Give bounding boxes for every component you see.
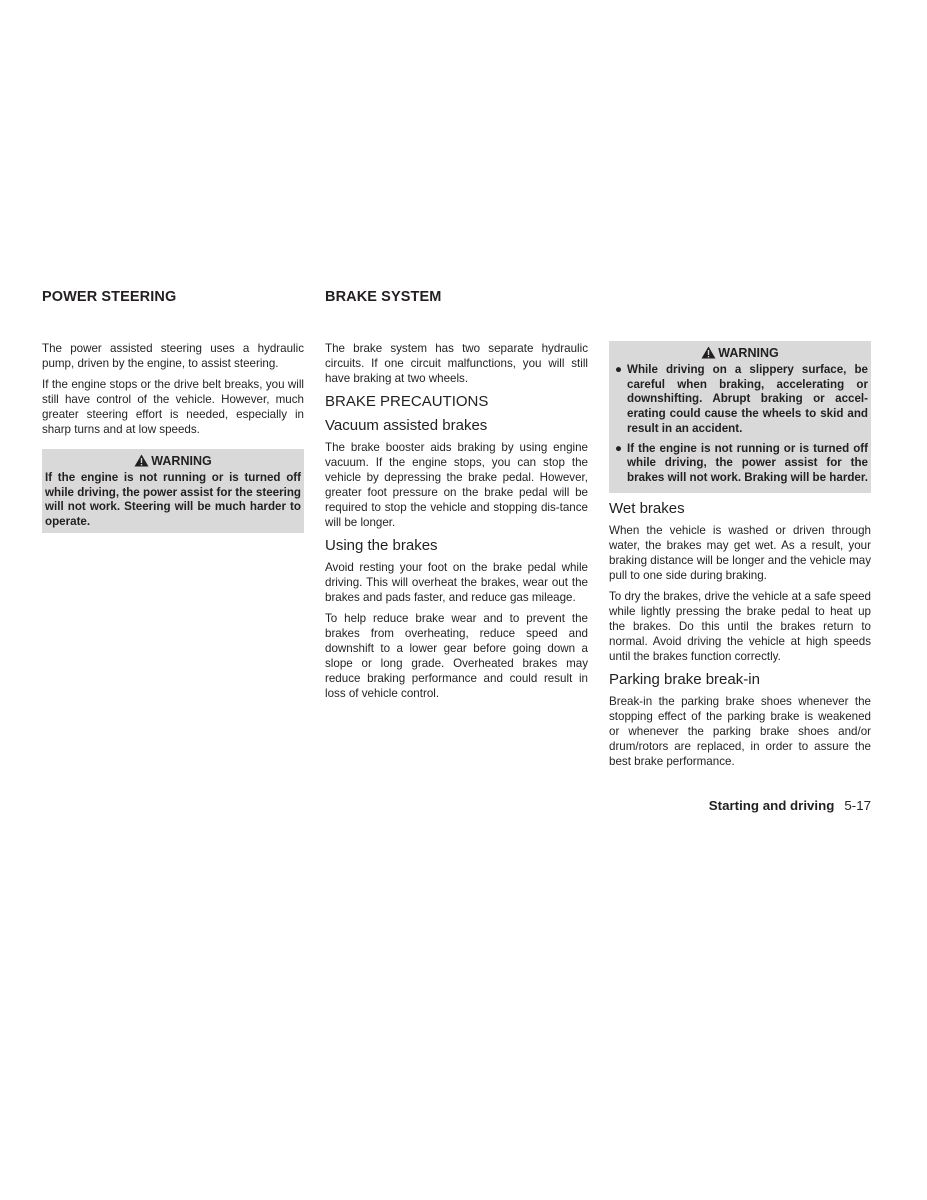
power-steering-warning-box [42, 449, 304, 533]
bullet-dot-icon: ● [615, 363, 623, 376]
warning-heading: WARNING [718, 346, 779, 360]
vacuum-brakes-heading: Vacuum assisted brakes [325, 417, 488, 434]
brake-continued-body [609, 341, 871, 775]
footer-section-name: Starting and driving [708, 798, 835, 813]
power-steering-paragraph: The power assisted steering uses a hydraulic pump, driven by the engine, to assist steering. [42, 342, 304, 370]
vacuum-brakes-text: The brake booster aids braking by using engine vacuum. If the engine stops, you can stop the vehicle by depressing the brake pedal. However, greater foot pressure on the brake pedal will be required to stop the vehicle and stopping dis-tance will be longer. [325, 441, 588, 529]
warning-bullet-text: While driving on a slippery surface, be careful when braking, accelerating or downshifting. Abrupt braking or accel-erating could cause the wheels to skid and result in an accident. [627, 363, 868, 435]
warning-bullet [612, 442, 868, 486]
warning-header [612, 341, 868, 363]
warning-text: If the engine is not running or is turned off while driving, the power assist for the steering will not work. Steering will be much harder to operate. [45, 471, 301, 529]
page-footer [609, 798, 871, 813]
warning-header [45, 449, 301, 471]
brake-system-title: BRAKE SYSTEM [325, 289, 442, 305]
using-brakes-paragraph: Avoid resting your foot on the brake pedal while driving. This will overheat the brakes, wear out the brakes and pads faster, and reduce gas mileage. [325, 561, 588, 604]
wet-brakes-heading: Wet brakes [609, 499, 685, 517]
wet-brakes-paragraph: To dry the brakes, drive the vehicle at a safe speed while lightly pressing the brake pedal to heat up the brakes. Do this until the brakes return to normal. Avoid driving the vehicle at high speeds until the brakes function correctly. [609, 589, 871, 663]
warning-bullet-text: If the engine is not running or is turned off while driving, the power assist for the brakes will not work. Braking will be harder. [627, 441, 868, 484]
power-steering-paragraph: If the engine stops or the drive belt breaks, you will still have control of the vehicle. However, much greater steering effort is needed, especially in sharp turns and at low speeds. [42, 378, 304, 436]
parking-brake-text: Break-in the parking brake shoes whenever the stopping effect of the parking brake is weakened or whenever the parking brake shoes and/or drum/rotors are replaced, in order to assure the best brake performance. [609, 694, 871, 768]
warning-bullet-list [612, 363, 868, 486]
brake-precautions-heading: BRAKE PRECAUTIONS [325, 393, 489, 410]
wet-brakes-paragraph: When the vehicle is washed or driven through water, the brakes may get wet. As a result, your braking distance will be longer and the vehicle may pull to one side during braking. [609, 523, 871, 582]
parking-brake-heading: Parking brake break-in [609, 670, 760, 688]
brake-system-body [325, 341, 588, 707]
page-number: 5-17 [844, 798, 871, 813]
warning-triangle-icon [134, 454, 149, 467]
bullet-dot-icon: ● [615, 441, 623, 455]
power-steering-title: POWER STEERING [42, 289, 177, 305]
brake-warning-box [609, 341, 871, 493]
using-brakes-heading: Using the brakes [325, 537, 438, 554]
power-steering-body [42, 341, 304, 533]
using-brakes-paragraph: To help reduce brake wear and to prevent the brakes from overheating, reduce speed and downshift to a lower gear before going down a slope or long grade. Overheated brakes may reduce braking performance and could result in loss of vehicle control. [325, 612, 588, 700]
warning-heading: WARNING [151, 454, 212, 468]
warning-bullet [612, 363, 868, 437]
brake-system-intro: The brake system has two separate hydraulic circuits. If one circuit malfunctions, you will still have braking at two wheels. [325, 342, 588, 385]
warning-triangle-icon [701, 346, 716, 359]
